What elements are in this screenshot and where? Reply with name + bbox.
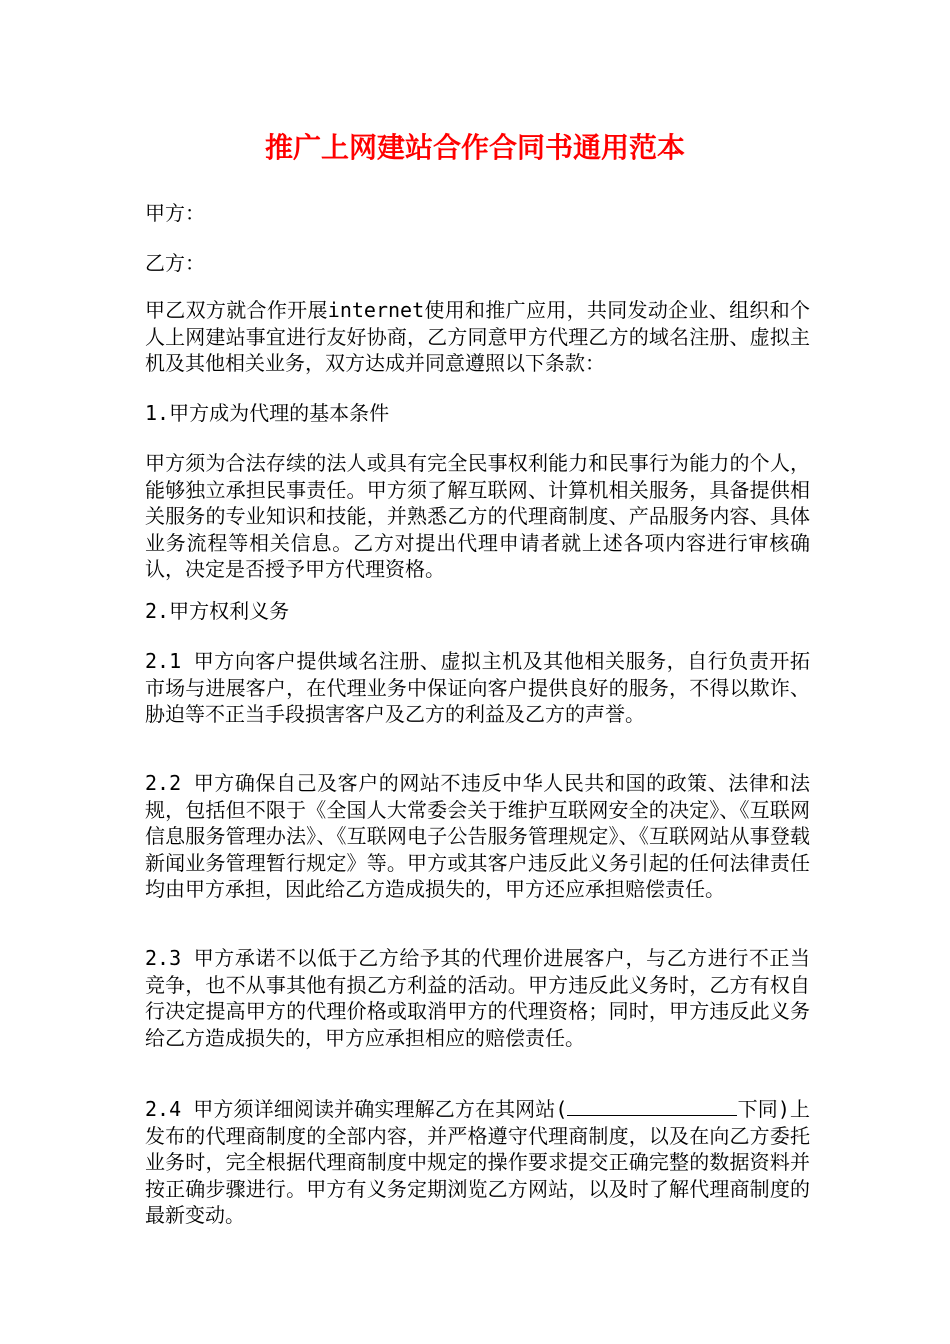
section-1-body: 甲方须为合法存续的法人或具有完全民事权利能力和民事行为能力的个人，能够独立承担民事责任。甲方须了解互联网、计算机相关服务，具备提供相关服务的专业知识和技能，并熟悉乙方的代理商制度、产品服务内容、具体业务流程等相关信息。乙方对提出代理申请者就上述各项内容进行审核确认，决定是否授予甲方代理资格。	[145, 451, 810, 581]
clause-2-2: 2.2 甲方确保自己及客户的网站不违反中华人民共和国的政策、法律和法规，包括但不限于《全国人大常委会关于维护互联网安全的决定》、《互联网信息服务管理办法》、《互联网电子公告服务管理规定》、《互联网站从事登载新闻业务管理暂行规定》等。甲方或其客户违反此义务引起的任何法律责任均由甲方承担，因此给乙方造成损失的，甲方还应承担赔偿责任。	[145, 771, 810, 901]
clause-2-3: 2.3 甲方承诺不以低于乙方给予其的代理价进展客户，与乙方进行不正当竞争，也不从事其他有损乙方利益的活动。甲方违反此义务时，乙方有权自行决定提高甲方的代理价格或取消甲方的代理资格；同时，甲方违反此义务给乙方造成损失的，甲方应承担相应的赔偿责任。	[145, 946, 810, 1050]
clause-2-4-part-2: 下同)上发布的代理商制度的全部内容，并严格遵守代理商制度，以及在向乙方委托业务时，完全根据代理商制度中规定的操作要求提交正确完整的数据资料并按正确步骤进行。甲方有义务定期浏览乙方网站，以及时了解代理商制度的最新变动。	[145, 1097, 810, 1227]
section-2-heading: 2.甲方权利义务	[145, 599, 290, 623]
intro-paragraph: 甲乙双方就合作开展internet使用和推广应用，共同发动企业、组织和个人上网建站事宜进行友好协商，乙方同意甲方代理乙方的域名注册、虚拟主机及其他相关业务，双方达成并同意遵照以下条款：	[145, 298, 810, 375]
document-title: 推广上网建站合作合同书通用范本	[264, 131, 685, 164]
section-1-heading: 1.甲方成为代理的基本条件	[145, 401, 390, 425]
clause-2-4	[145, 1095, 810, 1229]
party-b-line: 乙方：	[145, 251, 205, 275]
party-a-line: 甲方：	[145, 201, 205, 225]
clause-2-1: 2.1 甲方向客户提供域名注册、虚拟主机及其他相关服务，自行负责开拓市场与进展客户，在代理业务中保证向客户提供良好的服务，不得以欺诈、胁迫等不正当手段损害客户及乙方的利益及乙方的声誉。	[145, 649, 810, 726]
clause-2-4-part-1: 2.4 甲方须详细阅读并确实理解乙方在其网站(	[145, 1097, 568, 1121]
website-blank-line	[567, 1095, 737, 1116]
